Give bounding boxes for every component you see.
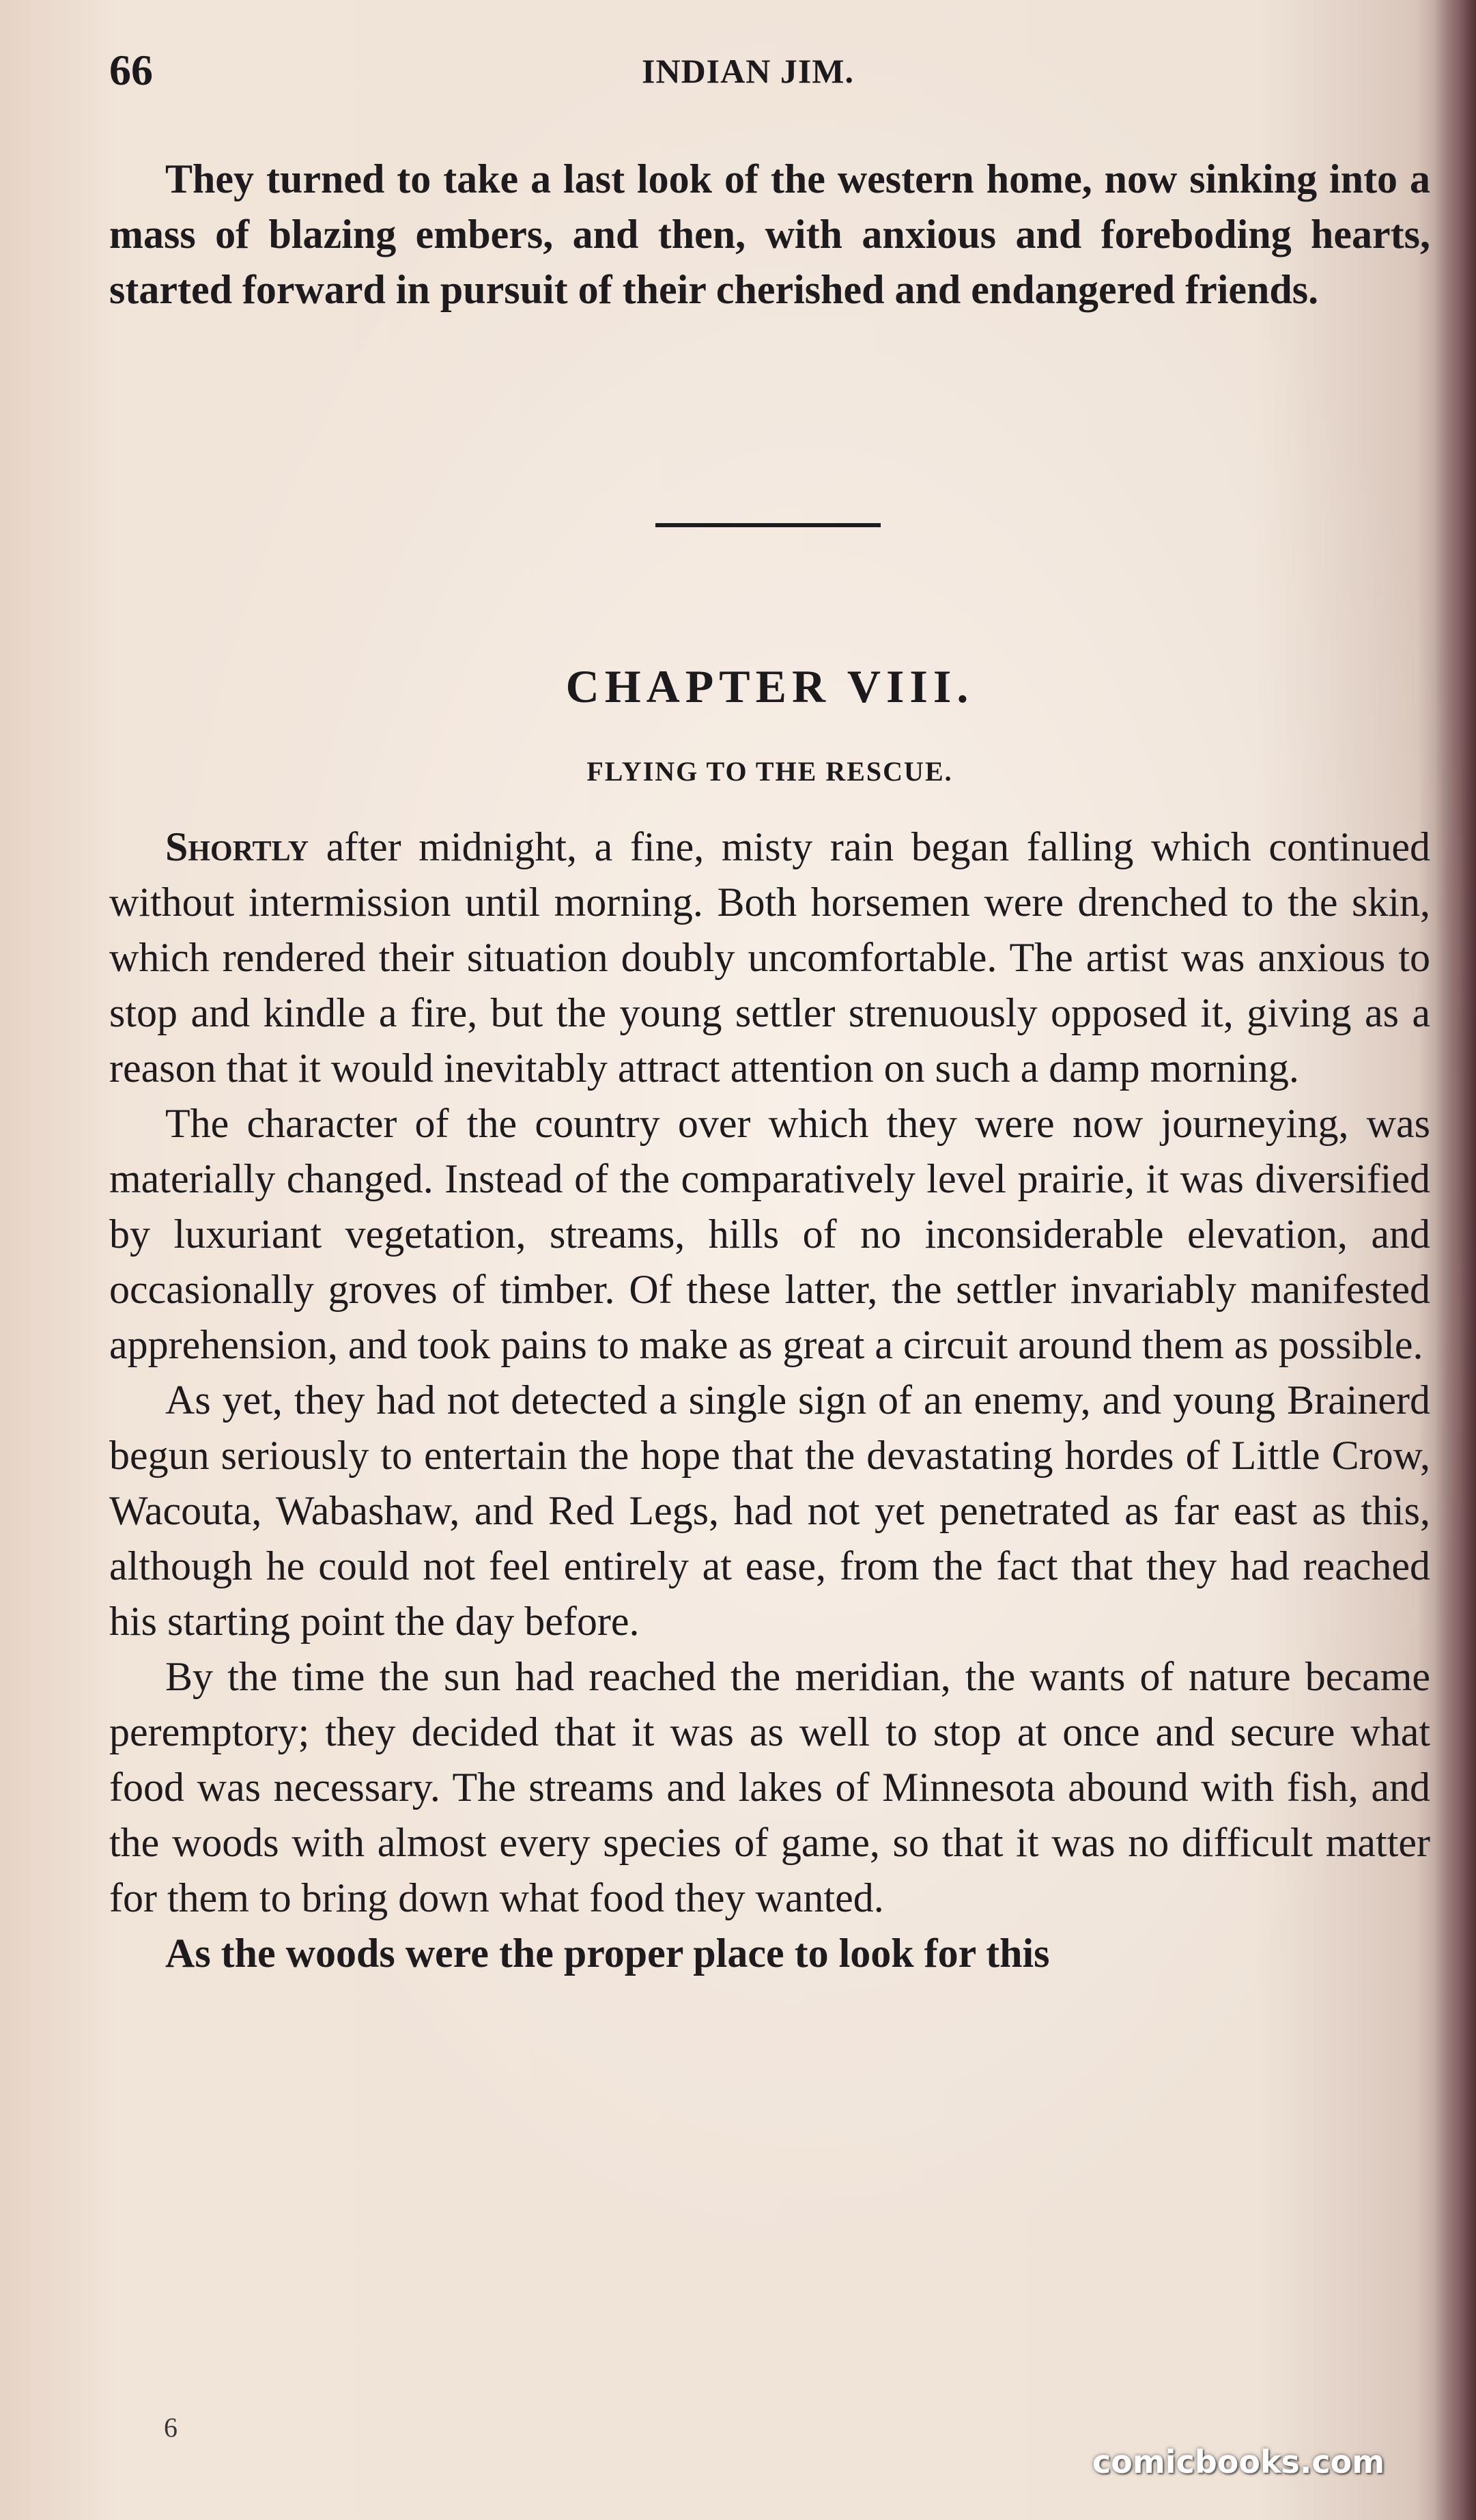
watermark: comicbooks.com xyxy=(1092,2444,1385,2480)
opening-paragraph-block xyxy=(109,152,1430,318)
signature-mark: 6 xyxy=(164,2412,178,2443)
paragraph-5: As the woods were the proper place to look for this xyxy=(165,1931,1050,1976)
paragraph-1-lead: Shortly xyxy=(165,824,309,869)
page-header xyxy=(109,46,1420,94)
paragraph-2: The character of the country over which they were now journeying, was materially changed. Instead of the comparatively level prairie, it was diversified by luxuriant vegetation, streams, hills of no inconsiderable elevation, and occasionally groves of timber. Of these latter, the settler invariably manifested apprehension, and took pains to make as great a circuit around them as possible. xyxy=(109,1101,1430,1367)
chapter-subtitle: FLYING TO THE RESCUE. xyxy=(586,756,953,787)
section-divider-rule xyxy=(655,523,881,527)
running-head: INDIAN JIM. xyxy=(642,52,854,90)
page-number: 66 xyxy=(109,46,153,94)
paragraph-1 xyxy=(109,820,1430,1096)
opening-paragraph: They turned to take a last look of the western home, now sinking into a mass of blazing embers, and then, with anxious and foreboding hearts, started forward in pursuit of their cherished and endangered friends. xyxy=(109,156,1430,312)
chapter-title: CHAPTER VIII. xyxy=(565,660,974,712)
paragraph-1-text: after midnight, a fine, misty rain began falling which continued without intermission until morning. Both horsemen were drenched to the skin, which rendered their situation doubly uncomfortable. The artist was anxious to stop and kindle a fire, but the young settler strenuously opposed it, giving as a reason that it would inevitably attract attention on such a damp morning. xyxy=(109,824,1430,1091)
paragraph-4: By the time the sun had reached the meridian, the wants of nature became peremptory; they decided that it was as well to stop at once and secure what food was necessary. The streams and lakes of Minnesota abound with fish, and the woods with almost every species of game, so that it was no difficult matter for them to bring down what food they wanted. xyxy=(109,1654,1430,1920)
page-edge-shadow xyxy=(1435,0,1476,2520)
paragraph-3: As yet, they had not detected a single sign of an enemy, and young Brainerd begun seriously to entertain the hope that the devastating hordes of Little Crow, Wacouta, Wabashaw, and Red Legs, had not yet penetrated as far east as this, although he could not feel entirely at ease, from the fact that they had reached his starting point the day before. xyxy=(109,1377,1430,1644)
chapter-body xyxy=(109,820,1430,1981)
